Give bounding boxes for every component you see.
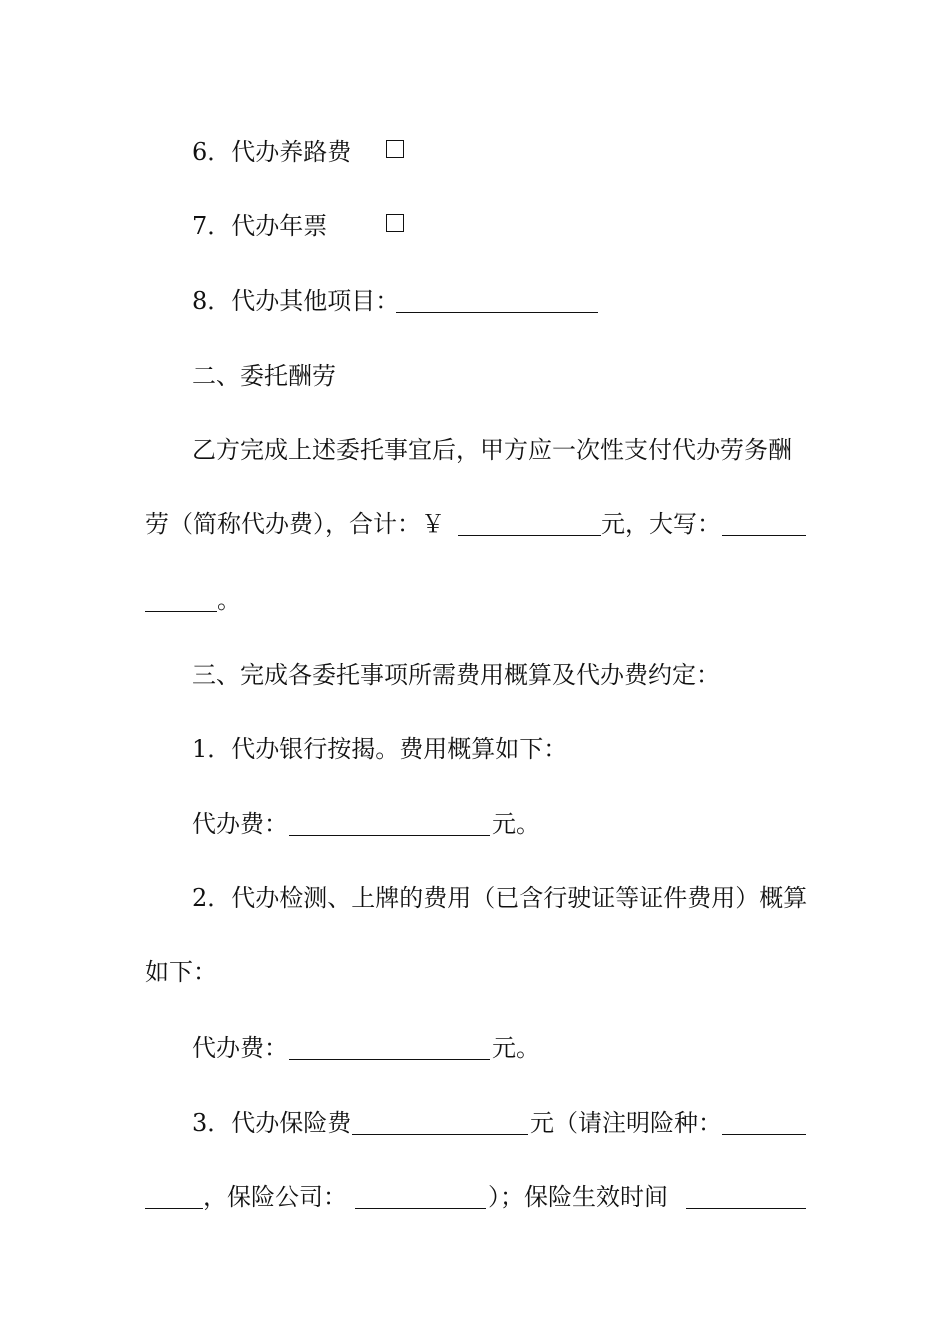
amount-blank[interactable] bbox=[458, 535, 601, 536]
section-3-heading-row bbox=[0, 655, 950, 695]
fee-label: 代办费： bbox=[192, 1034, 288, 1062]
fee-blank[interactable] bbox=[289, 835, 490, 836]
yuan-label: 元。 bbox=[492, 1034, 540, 1062]
section-3-item-2-cont bbox=[0, 952, 950, 992]
paragraph-text: 乙方完成上述委托事宜后，甲方应一次性支付代办劳务酬 bbox=[192, 436, 792, 464]
checkbox-icon[interactable] bbox=[386, 140, 404, 158]
paragraph-text: 劳（简称代办费），合计：￥ bbox=[145, 510, 445, 538]
insurance-type-blank[interactable] bbox=[722, 1134, 806, 1135]
paragraph-text: 1．代办银行按揭。费用概算如下： bbox=[192, 735, 568, 763]
paragraph-line bbox=[0, 430, 950, 470]
section-3-item-3 bbox=[0, 1103, 950, 1143]
item-8-row bbox=[0, 281, 950, 321]
fee-label: 代办费： bbox=[192, 810, 288, 838]
section-3-item-2 bbox=[0, 878, 950, 918]
paragraph-line bbox=[0, 504, 950, 544]
item-8-label: 8．代办其他项目： bbox=[192, 287, 400, 315]
insurance-company-blank[interactable] bbox=[355, 1208, 486, 1209]
paragraph-text: 如下： bbox=[145, 958, 217, 986]
paragraph-text: 元，大写： bbox=[601, 510, 721, 538]
paragraph-text: 2．代办检测、上牌的费用（已含行驶证等证件费用）概算 bbox=[192, 884, 808, 912]
paragraph-text: 3．代办保险费 bbox=[192, 1109, 352, 1137]
insurance-effective-time-blank[interactable] bbox=[686, 1208, 806, 1209]
paragraph-text: ）；保险生效时间 bbox=[488, 1183, 668, 1211]
other-items-blank[interactable] bbox=[396, 312, 598, 313]
section-3-item-1 bbox=[0, 729, 950, 769]
section-2-heading-row bbox=[0, 356, 950, 396]
paragraph-text: 。 bbox=[217, 586, 241, 614]
yuan-label: 元。 bbox=[492, 810, 540, 838]
paragraph-text: 元（请注明险种： bbox=[530, 1109, 722, 1137]
section-3-heading: 三、完成各委托事项所需费用概算及代办费约定： bbox=[192, 661, 720, 689]
item-6-row bbox=[0, 132, 950, 172]
paragraph-line bbox=[0, 580, 950, 620]
paragraph-text: ，保险公司： bbox=[203, 1183, 347, 1211]
section-3-item-3-cont bbox=[0, 1177, 950, 1217]
fee-blank[interactable] bbox=[289, 1059, 490, 1060]
section-2-heading: 二、委托酬劳 bbox=[192, 362, 336, 390]
insurance-fee-blank[interactable] bbox=[352, 1134, 528, 1135]
item-7-row bbox=[0, 206, 950, 246]
amount-words-blank-cont[interactable] bbox=[145, 611, 217, 612]
fee-row bbox=[0, 804, 950, 844]
fee-row bbox=[0, 1028, 950, 1068]
item-7-label: 7．代办年票 bbox=[192, 212, 328, 240]
insurance-type-blank-cont[interactable] bbox=[145, 1208, 203, 1209]
item-6-label: 6．代办养路费 bbox=[192, 138, 352, 166]
amount-words-blank[interactable] bbox=[722, 535, 806, 536]
checkbox-icon[interactable] bbox=[386, 214, 404, 232]
